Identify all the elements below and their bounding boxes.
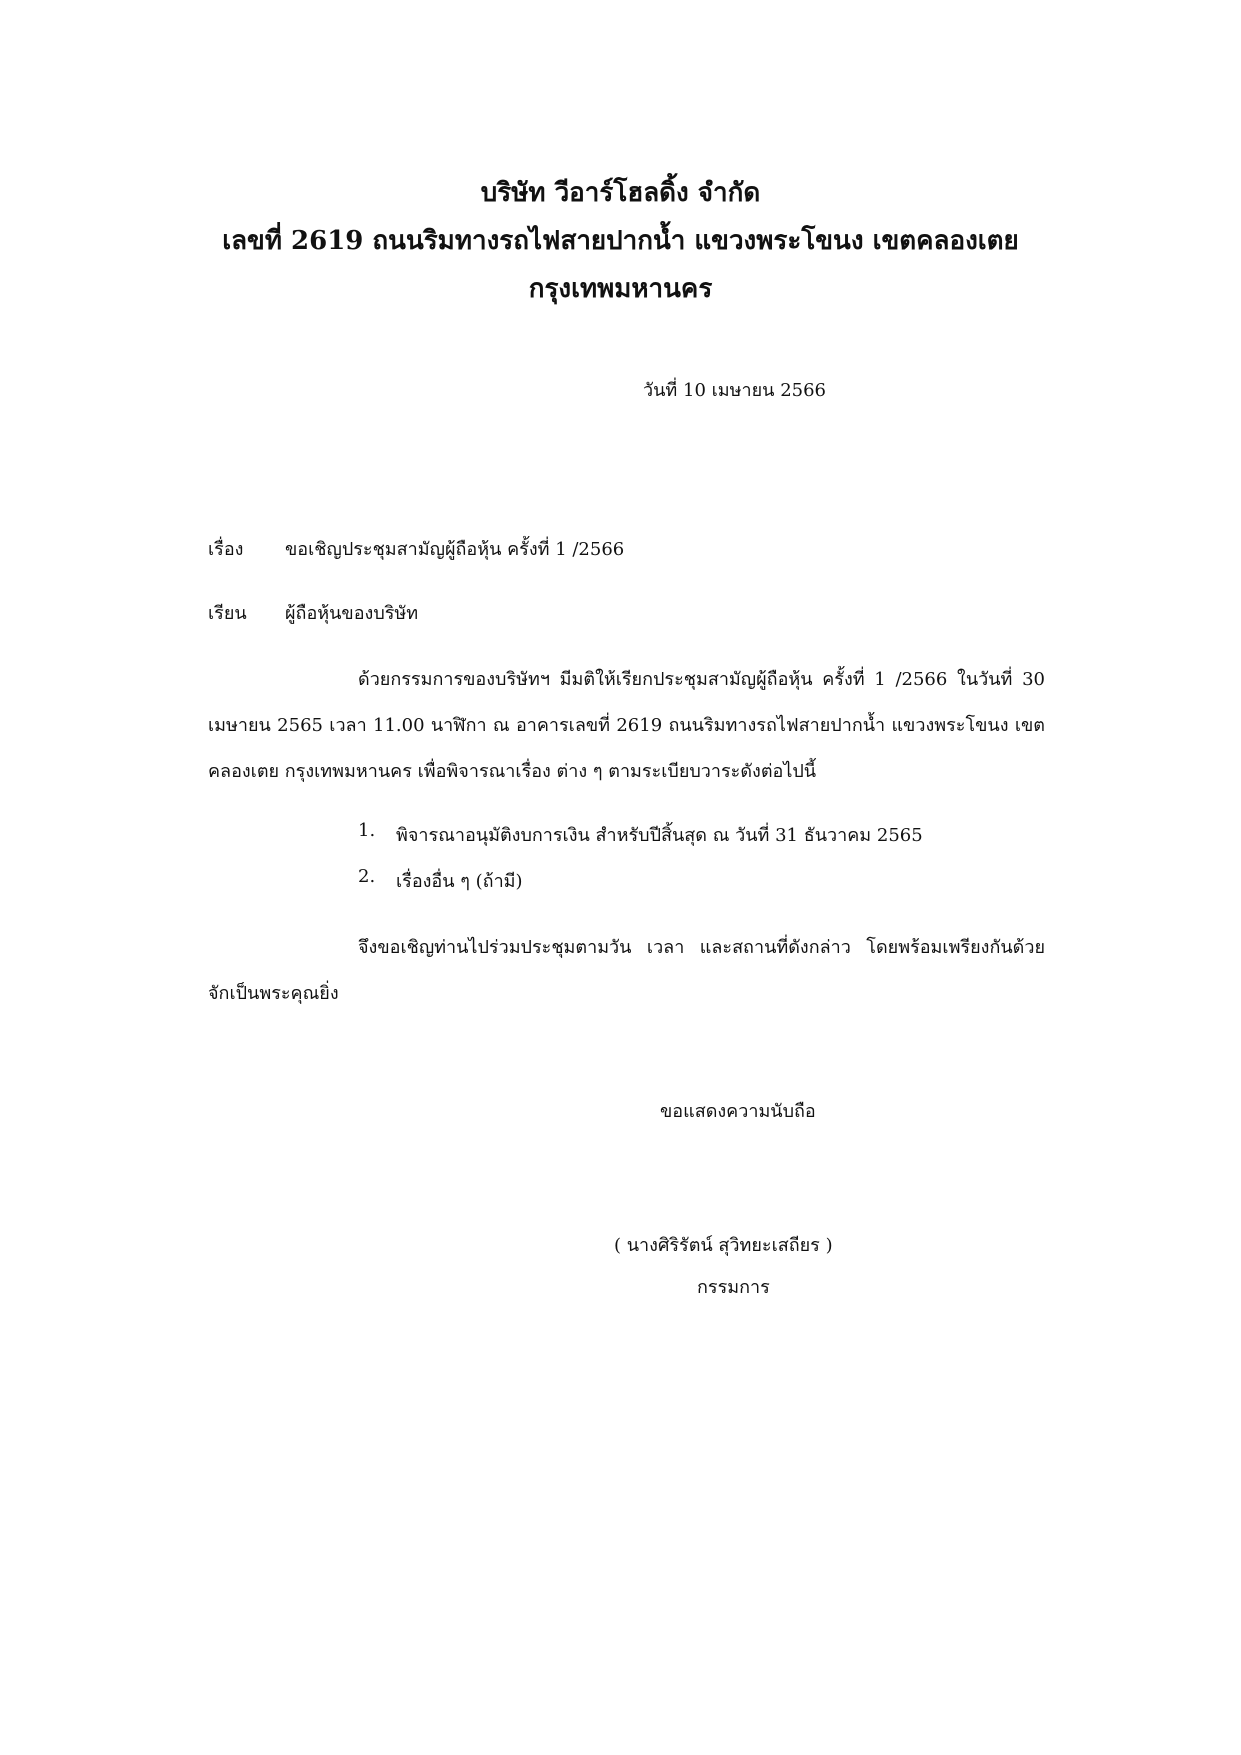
signatory-title: กรรมการ [697, 1277, 770, 1298]
company-city: กรุงเทพมหานคร [528, 274, 713, 304]
subject-text: ขอเชิญประชุมสามัญผู้ถือหุ้น ครั้งที่ 1 /2566 [285, 539, 625, 560]
closing-text: ขอแสดงความนับถือ [660, 1101, 816, 1122]
body-paragraph-2-line-2: จักเป็นพระคุณยิ่ง [208, 983, 339, 1004]
agenda-item-1-text: พิจารณาอนุมัติงบการเงิน สำหรับปีสิ้นสุด ณ วันที่ 31 ธันวาคม 2565 [396, 825, 923, 846]
company-address: เลขที่ 2619 ถนนริมทางรถไฟสายปากน้ำ แขวงพระโขนง เขตคลองเตย [222, 226, 1019, 256]
body-paragraph-1-line-3: คลองเตย กรุงเทพมหานคร เพื่อพิจารณาเรื่อง ต่าง ๆ ตามระเบียบวาระดังต่อไปนี้ [208, 761, 817, 782]
letter-date: วันที่ 10 เมษายน 2566 [643, 380, 826, 401]
signatory-name: ( นางศิริรัตน์ สุวิทยะเสถียร ) [614, 1235, 833, 1256]
subject-label: เรื่อง [208, 539, 244, 560]
body-paragraph-1-line-1: ด้วยกรรมการของบริษัทฯ มีมติให้เรียกประชุมสามัญผู้ถือหุ้น ครั้งที่ 1 /2566 ในวันที่ 30 [358, 669, 1045, 690]
agenda-item-2-number: 2. [358, 866, 376, 887]
body-paragraph-2-line-1: จึงขอเชิญท่านไปร่วมประชุมตามวัน เวลา และสถานที่ดังกล่าว โดยพร้อมเพรียงกันด้วย [358, 937, 1045, 958]
company-name: บริษัท วีอาร์โฮลดิ้ง จำกัด [480, 178, 761, 208]
recipient-text: ผู้ถือหุ้นของบริษัท [285, 603, 419, 624]
agenda-item-1-number: 1. [358, 820, 376, 841]
agenda-item-2-text: เรื่องอื่น ๆ (ถ้ามี) [396, 871, 523, 892]
recipient-label: เรียน [208, 603, 247, 624]
body-paragraph-1-line-2: เมษายน 2565 เวลา 11.00 นาฬิกา ณ อาคารเลขที่ 2619 ถนนริมทางรถไฟสายปากน้ำ แขวงพระโขนง เขต [208, 715, 1045, 736]
